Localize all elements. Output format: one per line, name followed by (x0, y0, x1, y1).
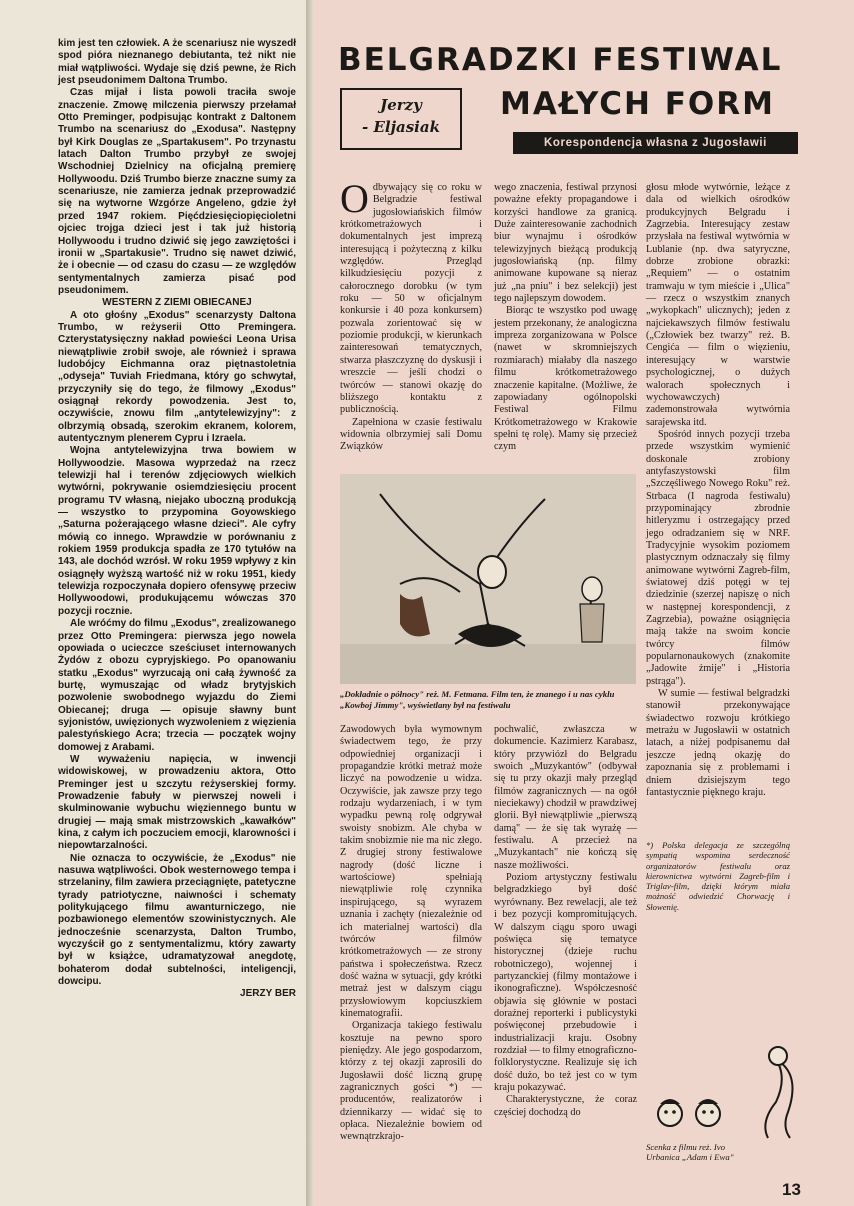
left-paragraph-5: Ale wróćmy do filmu „Exodus", zrealizowanego przez Otto Premingera: pierwsza jego nowela opowiada o ucieczce sześciuset internowanych Żydów z obozu cypryjskiego. Po opanowaniu statku „Exodus" wyrzucają oni całą żywność za burtę, wymuszając od władz brytyjskich pozwolenie swobodnego wyjazdu do Ziemi Obiecanej; druga — opisuje sławny bunt syjonistów, uwięzionych wyzwoleniem z więzienia palestyńskiego Acra; trzecia — początek wojny domowej z Arabami. (58, 618, 296, 753)
adam-and-eve-cartoon (650, 1042, 810, 1140)
left-paragraph-3: A oto głośny „Exodus" scenarzysty Daltona Trumbo, w reżyserii Otto Premingera. Czterystatysięczny nakład powieści Leona Urisa niewątpliwie zrobił swoje, ale również i sprawa ludobójcy Eichmanna oraz piętnastoletnia „odyseja" Tuviah Friedmana, który go schwytał, przyczyniły się do tego, że filmowy „Exodus" osiągnął rekordy powodzenia. Jest to, oczywiście, znowu film „antytelewizyjny": z olbrzymią obsadą, szerokim ekranem, kolorem, autentycznym plenerem Cypru i Izraela. (58, 309, 296, 444)
right-column-5 (494, 724, 637, 1164)
left-subheading: WESTERN Z ZIEMI OBIECANEJ (102, 297, 252, 309)
author-first-name: Jerzy (380, 96, 422, 114)
kicker-bar: Korespondencja własna z Jugosławii (513, 132, 798, 154)
photo-caption: „Dokładnie o północy" reż. M. Fetmana. Film ten, że znanego i u nas cyklu „Kowboj Jimmy", wyświetlany był na festiwalu (340, 689, 615, 710)
column-5-text: pochwalić, zwłaszcza w dokumencie. Kazimierz Karabasz, który przywiózł do Belgradu swoich „Muzykantów" (odbywał się tu przy okazji mały przegląd filmów zagranicznych — na ogół nieciekawy) chodził w prawdziwej glorii. Był niewątpliwie „pierwszą damą" — że się tak wyrażę — festiwalu. A przecież na „Muzykantach" nie kończą się nasze możliwości. (494, 724, 637, 871)
column-3-text-b: Spośród innych pozycji trzeba przede wszystkim wymienić doskonale zrobiony antyfaszystowski film „Szczęśliwego Nowego Roku" reż. Strbaca (I nagroda festiwalu) przypominający zbrodnie hitleryzmu i ostrzegający przed jego odradzaniem się w NRF. Tradycyjnie wysokim poziomem plastycznym odznaczały się filmy animowane wytwórni Zagreb-film, światowej dziś potęgi w tej dziedzinie (szerzej napiszę o nich w następnej korespondencji, z Zagrzebia), poważne osiągnięcia mają także na swoim koncie twórcy filmów popularnonaukowych (znakomite „Jadowite żmije" i „Historia pstrąga"). (646, 428, 790, 687)
column-2-text-b: Biorąc te wszystko pod uwagę jestem przekonany, że analogiczna impreza zorganizowana w Polsce (nawet w skromniejszych rozmiarach) miałaby dla naszego filmu krótkometrażowego znaczenie kapitalne. (Możliwe, że zapowiadany ogólnopolski Festiwal Filmu Krótkometrażowego w Krakowie spełni tę rolę). Mamy się przecież czym (494, 305, 637, 453)
drop-cap: O (340, 176, 369, 221)
left-paragraph-2: Czas mijał i lista powoli traciła swoje znaczenie. Zmowę milczenia pierwszy przełamał Otto Preminger, podpisując kontrakt z Daltonem Trumbo na scenariusz do „Exodusa". Następny był Kirk Douglas ze „Spartakusem". Po trzynastu latach Dalton Trumbo przybył ze swojej Wschodniej Dzielnicy na oficjalną premierę Hollywoodu. Dziś Trumbo bierze znaczne sumy za scenariusze, nie zamierza jednak przeprowadzić się na wytworne Wzgórze Angeleno, gdzie żył przed 1947 rokiem. Pięćdziesięciopięcioletni ojciec trojga dzieci jest i tak już historią Hollywoodu i trudno dziwić się jego zawziętości i ironii w „Spartakusie". Trudno się nawet dziwić, że i obecnie — od czasu do czasu — ze względów sentymentalnych zamierza pisać pod pseudonimem. (58, 87, 296, 296)
left-article-column (58, 38, 296, 1168)
left-paragraph-7: Nie oznacza to oczywiście, że „Exodus" nie nasuwa wątpliwości. Obok westernowego tempa i strzelaniny, film zawiera przeciągnięte, patetyczne tyrady patriotyczne, naiwności i schematy politykującego filmu awanturniczego, nie pozbawionego elementów szowinistycznych. Ale jednocześnie scenarzysta, Dalton Trumbo, wyczyścił go z sentymentalizmu, który zawarty był w książce, udramatyzował anegdotę, bohaterom dodał subtelności, inteligencji, dowcipu. (58, 852, 296, 988)
column-1-text: dbywający się co roku w Belgradzie festiwal jugosłowiańskich filmów krótkometrażowych i dokumentalnych jest imprezą interesującą i pożyteczną z kilku względów. Przegląd kilkudziesięciu pozycji z całorocznego dorobku (w tym roku — 50 w oficjalnym konkursie i 40 poza konkursem) pozwala zorientować się w poziomie produkcji, w kierunkach zainteresowań tematycznych, stwarza płaszczyznę do dyskusji i wreszcie — jeśli chodzi o twórców — stanowi okazję do bliższego kontaktu z publicznością. (340, 182, 482, 416)
right-column-2 (494, 182, 637, 457)
title-line-1: BELGRADZKI FESTIWAL (338, 42, 783, 78)
column-3-text: głosu młode wytwórnie, leżące z dala od wielkich ośrodków produkcyjnych Belgradu i Zagrzebia. Interesujący zestaw przysłała na festiwal wytwórnia w Lublanie (np. dwa satyryczne, dobrze zrobione obrazki: „Requiem" — o ostatnim tramwaju w tym mieście i „Ulica" — rzecz o wszystkim znanych „wykopkach" ulicznych); jeden z najciekawszych filmów festiwalu („Człowiek bez twarzy" reż. B. Cengića — film o więzieniu, interesujący w warstwie psychologicznej, o dużych walorach społecznych i wychowawczych) zademonstrowała wytwórnia sarajewska itd. (646, 182, 790, 428)
footnote: *) Polska delegacja ze szczególną sympatią wspomina serdeczność organizatorów festiwalu oraz kierownictwa wytwórni Zagreb-film i Triglav-film, dzięki którym miała możność odwiedzić Chorwację i Słowenię. (646, 840, 790, 912)
cartoon-dancer-image (340, 474, 636, 684)
page-gutter (306, 0, 314, 1206)
left-signature: JERZY BER (240, 988, 296, 1000)
column-5-text-c: Charakterystyczne, że coraz częściej dochodzą do (494, 1094, 637, 1118)
left-paragraph-4: Wojna antytelewizyjna trwa bowiem w Hollywoodzie. Masowa wyprzedaż na rzecz telewizji hal i terenów zdjęciowych wielkich wytwórni, pokrywanie osiemdziesięciu procent programu TV własną, niejako uboczną produkcją — wszystko to przypomina Goyowskiego „Saturna pożerającego własne dzieci". Ale cyfry mówią co innego. Wprawdzie w porównaniu z rokiem 1959 produkcja spadła ze 170 tytułów na 143, ale dochód wzrósł. W roku 1959 wpływy z kin osiągnęły wyższą wartość niż w roku 1951, kiedy telewizja rozpoczynała dopiero ofensywę przeciw Hollywoodowi, produkującemu wówczas 370 pozycji rocznie. (58, 445, 296, 617)
column-4-text-b: Organizacja takiego festiwalu kosztuje na pewno sporo pieniędzy. Ale jego gospodarzom, którzy z tej okazji zaprosili do Jugosławii dość liczną grupę zagranicznych gości *) — producentów, realizatorów i dziennikarzy — widać się to opłaca. Niezależnie bowiem od wewnątrzkrajo- (340, 1020, 482, 1143)
author-last-name: - Eljasiak (362, 118, 440, 136)
small-caption: Scenka z filmu reż. Ivo Urbanica „Adam i Ewa" (646, 1142, 734, 1163)
left-paragraph-1: kim jest ten człowiek. A że scenariusz nie wyszedł spod pióra nieznanego debiutanta, też nikt nie miał wątpliwości. Wydaje się dziś pewne, że Rich jest pseudonimem Daltona Trumbo. (58, 38, 296, 87)
column-5-text-b: Poziom artystyczny festiwalu belgradzkiego był dość wyrównany. Bez rewelacji, ale też i bez pozycji kompromitujących. W dalszym ciągu sporo uwagi poświęca się tematyce historycznej (dzieje ruchu robotniczego), wojennej i partyzanckiej (filmy montażowe i ikonograficzne). Współczesność objawia się głównie w postaci doraźnej reporterki i publicystyki poświęconej przebudowie i industrializacji kraju. Osobny rozdział — to filmy etnograficzno-folklorystyczne. Realizuje się ich dość dużo, bo też jest co w tym kraju pokazywać. (494, 872, 637, 1093)
column-3-text-c: W sumie — festiwal belgradzki stanowił przekonywające świadectwo rozwoju krótkiego metrażu w Jugosławii w ostatnich latach, a niżej podpisanemu dał jeszcze jedną okazję do zapoznania się z problemami i dniem dzisiejszym tego fantastycznie pięknego kraju. (646, 688, 790, 798)
right-column-3 (646, 182, 790, 798)
column-1-text-b: Zapełniona w czasie festiwalu widownia olbrzymiej sali Domu Związków (340, 416, 482, 453)
column-2-text: wego znaczenia, festiwal przynosi poważne efekty propagandowe i korzyści handlowe za granicą. Duże zainteresowanie zachodnich biur wynajmu i ośrodków telewizyjnych bieżącą produkcją jugosłowiańską (np. filmy animowane kupowane są nieraz już „na pniu" i bez selekcji) jest tego najlepszym dowodem. (494, 182, 637, 305)
page-number: 13 (782, 1180, 801, 1199)
right-column-1 (340, 176, 482, 482)
author-box (340, 88, 462, 150)
film-still-illustration (340, 474, 636, 684)
title-line-2: MAŁYCH FORM (500, 86, 775, 122)
right-column-4 (340, 724, 482, 1164)
left-paragraph-6: W wyważeniu napięcia, w inwencji widowiskowej, w prowadzeniu aktora, Otto Preminger jest u szczytu reżyserskiej formy. Prowadzenie fabuły w pierwszej noweli i skulminowanie wybuchu więziennego buntu w drugiej — mają smak mistrzowskich „kawałków" kina, z całym ich poczuciem emocji, klarowności i niepowtarzalności. (58, 753, 296, 852)
column-4-text: Zawodowych była wymownym świadectwem tego, że przy odpowiedniej organizacji i propagandzie krótki metraż może liczyć na powodzenie u widza. Oczywiście, jak zawsze przy tego rodzaju wydarzeniach, i w tym wypadku pewną rolę odgrywał swoisty snobizm. Ale chyba w takim snobizmie nie ma nic złego. Z drugiej strony festiwalowe nagrody (dość liczne i wartościowe) spełniają niewątpliwie rolę czynnika inspirującego, są wyrazem uznania i zachęty (niezależnie od ich materialnej wartości) dla twórców filmów krótkometrażowych — ze strony państwa i społeczeństwa. Rzecz dość ważna w sytuacji, gdy krótki metraż jest w dalszym ciągu przysłowiowym kopciuszkiem kinematografii. (340, 724, 482, 1019)
